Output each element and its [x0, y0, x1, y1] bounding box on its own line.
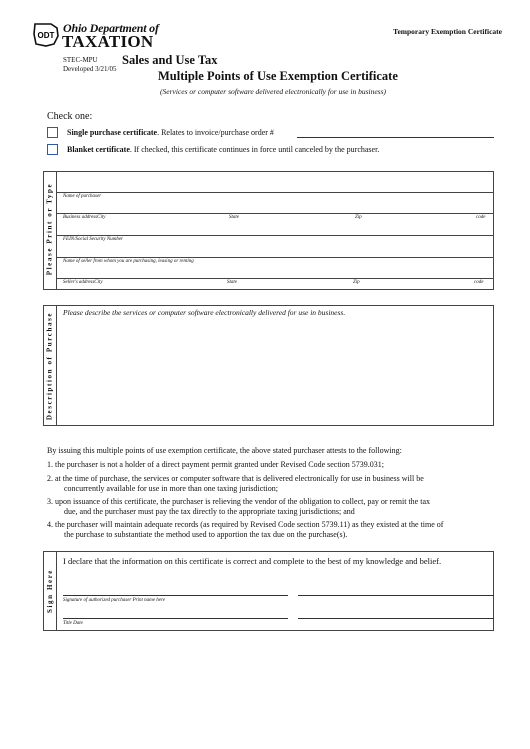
title-field[interactable]: [63, 603, 288, 618]
logo-text: ODT: [37, 31, 55, 40]
attestation-item-1: 1. the purchaser is not a holder of a direct payment permit granted under Revised Code section 5739.031;: [47, 460, 385, 469]
form-code: [63, 56, 116, 74]
sign-side-strip: [43, 551, 57, 631]
fein-label: FEIN/Social Security Number: [63, 237, 123, 242]
agency-name: Ohio Department of: [63, 21, 159, 35]
form-title-line1: Sales and Use Tax: [122, 53, 218, 67]
single-purchase-text: . Relates to invoice/purchase order #: [157, 128, 274, 137]
seller-name-field[interactable]: [57, 265, 494, 278]
print-name-line: [298, 595, 494, 596]
business-address-field[interactable]: [57, 221, 494, 235]
attestation-item-2: 2. at the time of purchase, the services or computer software that is delivered electronically for use in business will be: [47, 474, 424, 483]
blanket-text: . If checked, this certificate continues in force until canceled by the purchaser.: [129, 145, 380, 154]
signature-line: [63, 595, 288, 596]
blanket-checkbox[interactable]: [47, 144, 58, 155]
date-line: [298, 618, 494, 619]
seller-code-label: code: [474, 280, 484, 285]
title-line: [63, 618, 288, 619]
attestation-item-3-cont: due, and the purchaser must pay the tax directly to the appropriate taxing jurisdictions; and: [64, 507, 355, 516]
attestation-intro: By issuing this multiple points of use exemption certificate, the above stated purchaser attests to the following:: [47, 446, 402, 455]
fein-field[interactable]: [57, 243, 494, 257]
single-purchase-label: Single purchase certificate: [67, 128, 158, 137]
ohio-logo: [32, 22, 60, 48]
sign-side-label: Sign Here: [46, 568, 54, 614]
attestation-item-4: 4. the purchaser will maintain adequate records (as required by Revised Code section 5739.11) as they existed at the time of: [47, 520, 444, 529]
row-divider: [57, 278, 494, 279]
agency-taxation: TAXATION: [62, 32, 154, 51]
attestation-item-3: 3. upon issuance of this certificate, the purchaser is relieving the vendor of the obligation to collect, pay or remit the tax: [47, 497, 430, 506]
invoice-number-field[interactable]: [297, 137, 494, 138]
form-number: STEC-MPU: [63, 56, 98, 64]
blanket-label: Blanket certificate: [67, 145, 130, 154]
purchaser-name-field[interactable]: [57, 200, 494, 213]
single-purchase-option: [67, 128, 274, 137]
business-address-label: Business addressCity: [63, 215, 106, 220]
check-one-heading: Check one:: [47, 111, 93, 122]
row-divider: [57, 192, 494, 193]
seller-zip-label: Zip: [353, 280, 360, 285]
description-field[interactable]: [57, 320, 494, 425]
seller-address-label: Seller's addressCity: [63, 280, 103, 285]
purchaser-name-label: Name of purchaser: [63, 194, 102, 199]
attestation-item-2-cont: concurrently available for use in more than one taxing jurisdiction;: [64, 484, 278, 493]
purchaser-side-strip: [43, 171, 57, 290]
corner-label: Temporary Exemption Certificate: [393, 27, 502, 36]
form-subtitle: (Services or computer software delivered electronically for use in business): [160, 87, 386, 96]
business-zip-label: Zip: [355, 215, 362, 220]
purchaser-side-label: Please Print or Type: [45, 182, 54, 276]
description-side-label: Description of Purchase: [45, 311, 54, 421]
description-side-strip: [43, 305, 57, 426]
date-field[interactable]: [298, 603, 494, 618]
blanket-option: [67, 145, 379, 154]
print-name-field[interactable]: [298, 578, 494, 595]
seller-name-label: Name of seller from whom you are purchasing, leasing or renting: [63, 259, 194, 264]
declaration-text: I declare that the information on this certificate is correct and complete to the best of my knowledge and belief.: [63, 556, 442, 566]
attestation-item-4-cont: the purchase to substantiate the method used to apportion the tax due on the purchase(s).: [64, 530, 348, 539]
seller-state-label: State: [227, 280, 237, 285]
developed-date: Developed 3/21/05: [63, 65, 117, 73]
description-prompt: Please describe the services or computer software electronically delivered for use in business.: [63, 308, 346, 317]
business-state-label: State: [229, 215, 239, 220]
row-divider: [57, 235, 494, 236]
signature-label: Signature of authorized purchaser Print name here: [63, 598, 165, 603]
row-divider: [57, 257, 494, 258]
single-purchase-checkbox[interactable]: [47, 127, 58, 138]
signature-field[interactable]: [63, 578, 288, 595]
row-divider: [57, 213, 494, 214]
form-title-line2: Multiple Points of Use Exemption Certificate: [158, 69, 398, 83]
business-code-label: code: [476, 215, 486, 220]
title-date-label: Title Date: [63, 621, 83, 626]
